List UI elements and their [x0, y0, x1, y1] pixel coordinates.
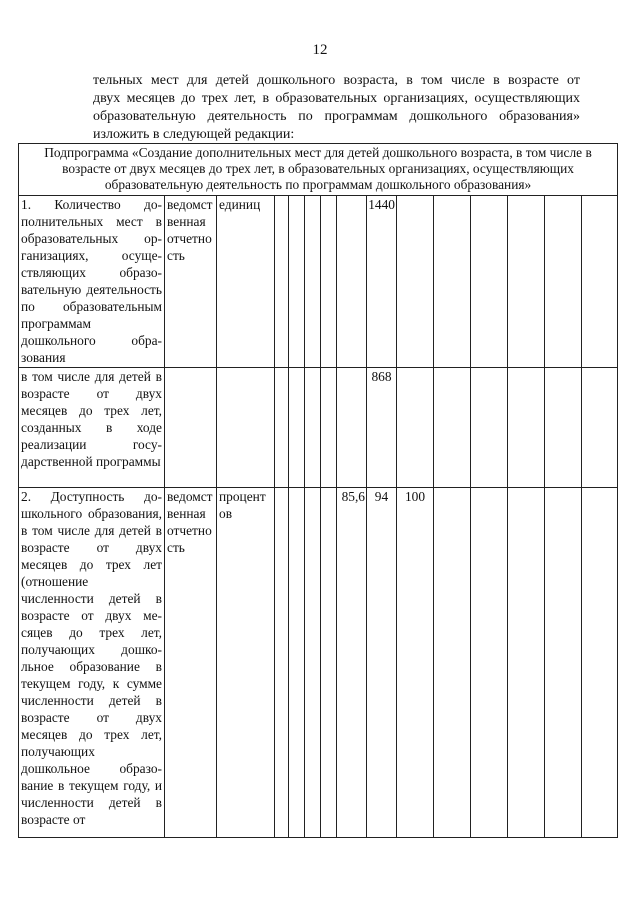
value-cell: [582, 488, 618, 838]
value-cell: [434, 368, 471, 488]
value-cell: [289, 196, 305, 368]
value-cell: 1440: [367, 196, 397, 368]
table-header-row: [19, 144, 618, 196]
subprogram-title: Подпрограмма «Создание дополнительных мест для детей дошкольного возраста, в том числе в возрасте от двух месяцев до трех лет, в образовательных организациях, осуществляющих образовательную деятельность по программам дошкольного образования»: [19, 144, 618, 196]
value-cell: [582, 368, 618, 488]
value-cell: [275, 368, 289, 488]
value-cell: 85,6: [337, 488, 367, 838]
value-cell: [289, 488, 305, 838]
value-cell: [275, 488, 289, 838]
intro-line-1: тельных мест для детей дошкольного возраста, в том числе в возрасте от: [93, 73, 580, 88]
value-cell: [434, 196, 471, 368]
indicator-unit: [217, 368, 275, 488]
value-cell: [321, 488, 337, 838]
value-cell: [275, 196, 289, 368]
value-cell: [305, 196, 321, 368]
value-cell: [305, 368, 321, 488]
value-cell: [289, 368, 305, 488]
indicator-name: 2. Доступность дошкольного образования, в том числе для детей в возрасте от двух месяцев до трех лет (отношение численности детей в возрасте от двух месяцев до трех лет, получающих дошкольное образование в текущем году, к сумме численности детей в возрасте от двух месяцев до трех лет, получающих дошкольное образование в текущем году, и численности детей в возрасте от: [19, 488, 165, 838]
value-cell: [508, 196, 545, 368]
table-row: [19, 368, 618, 488]
value-cell: [321, 368, 337, 488]
value-cell: 868: [367, 368, 397, 488]
value-cell: [545, 196, 582, 368]
indicator-unit: единиц: [217, 196, 275, 368]
value-cell: 100: [397, 488, 434, 838]
indicator-source: ведомственная отчетность: [165, 196, 217, 368]
value-cell: [582, 196, 618, 368]
indicator-unit: процентов: [217, 488, 275, 838]
indicator-name: в том числе для детей в возрасте от двух месяцев до трех лет, созданных в ходе реализации государственной программы: [19, 368, 165, 488]
value-cell: [321, 196, 337, 368]
value-cell: [471, 368, 508, 488]
value-cell: [337, 196, 367, 368]
value-cell: [397, 368, 434, 488]
value-cell: [545, 488, 582, 838]
table-row: [19, 196, 618, 368]
indicators-table: [18, 143, 618, 838]
value-cell: [471, 196, 508, 368]
value-cell: [508, 488, 545, 838]
indicator-name: 1. Количество дополнительных мест в образовательных организациях, осуществляющих образовательную деятельность по образовательным программам дошкольного образования: [19, 196, 165, 368]
value-cell: [545, 368, 582, 488]
page-number: 12: [312, 42, 328, 58]
indicator-source: ведомственная отчетность: [165, 488, 217, 838]
value-cell: [397, 196, 434, 368]
value-cell: [434, 488, 471, 838]
value-cell: [305, 488, 321, 838]
value-cell: [337, 368, 367, 488]
intro-paragraph: [93, 72, 580, 144]
value-cell: [471, 488, 508, 838]
indicator-source: [165, 368, 217, 488]
value-cell: [508, 368, 545, 488]
intro-line-rest: двух месяцев до трех лет, в образовательных организациях, осуществляющих образовательную деятельность по программам дошкольного образования» изложить в следующей редакции:: [93, 91, 580, 142]
table-row: [19, 488, 618, 838]
value-cell: 94: [367, 488, 397, 838]
